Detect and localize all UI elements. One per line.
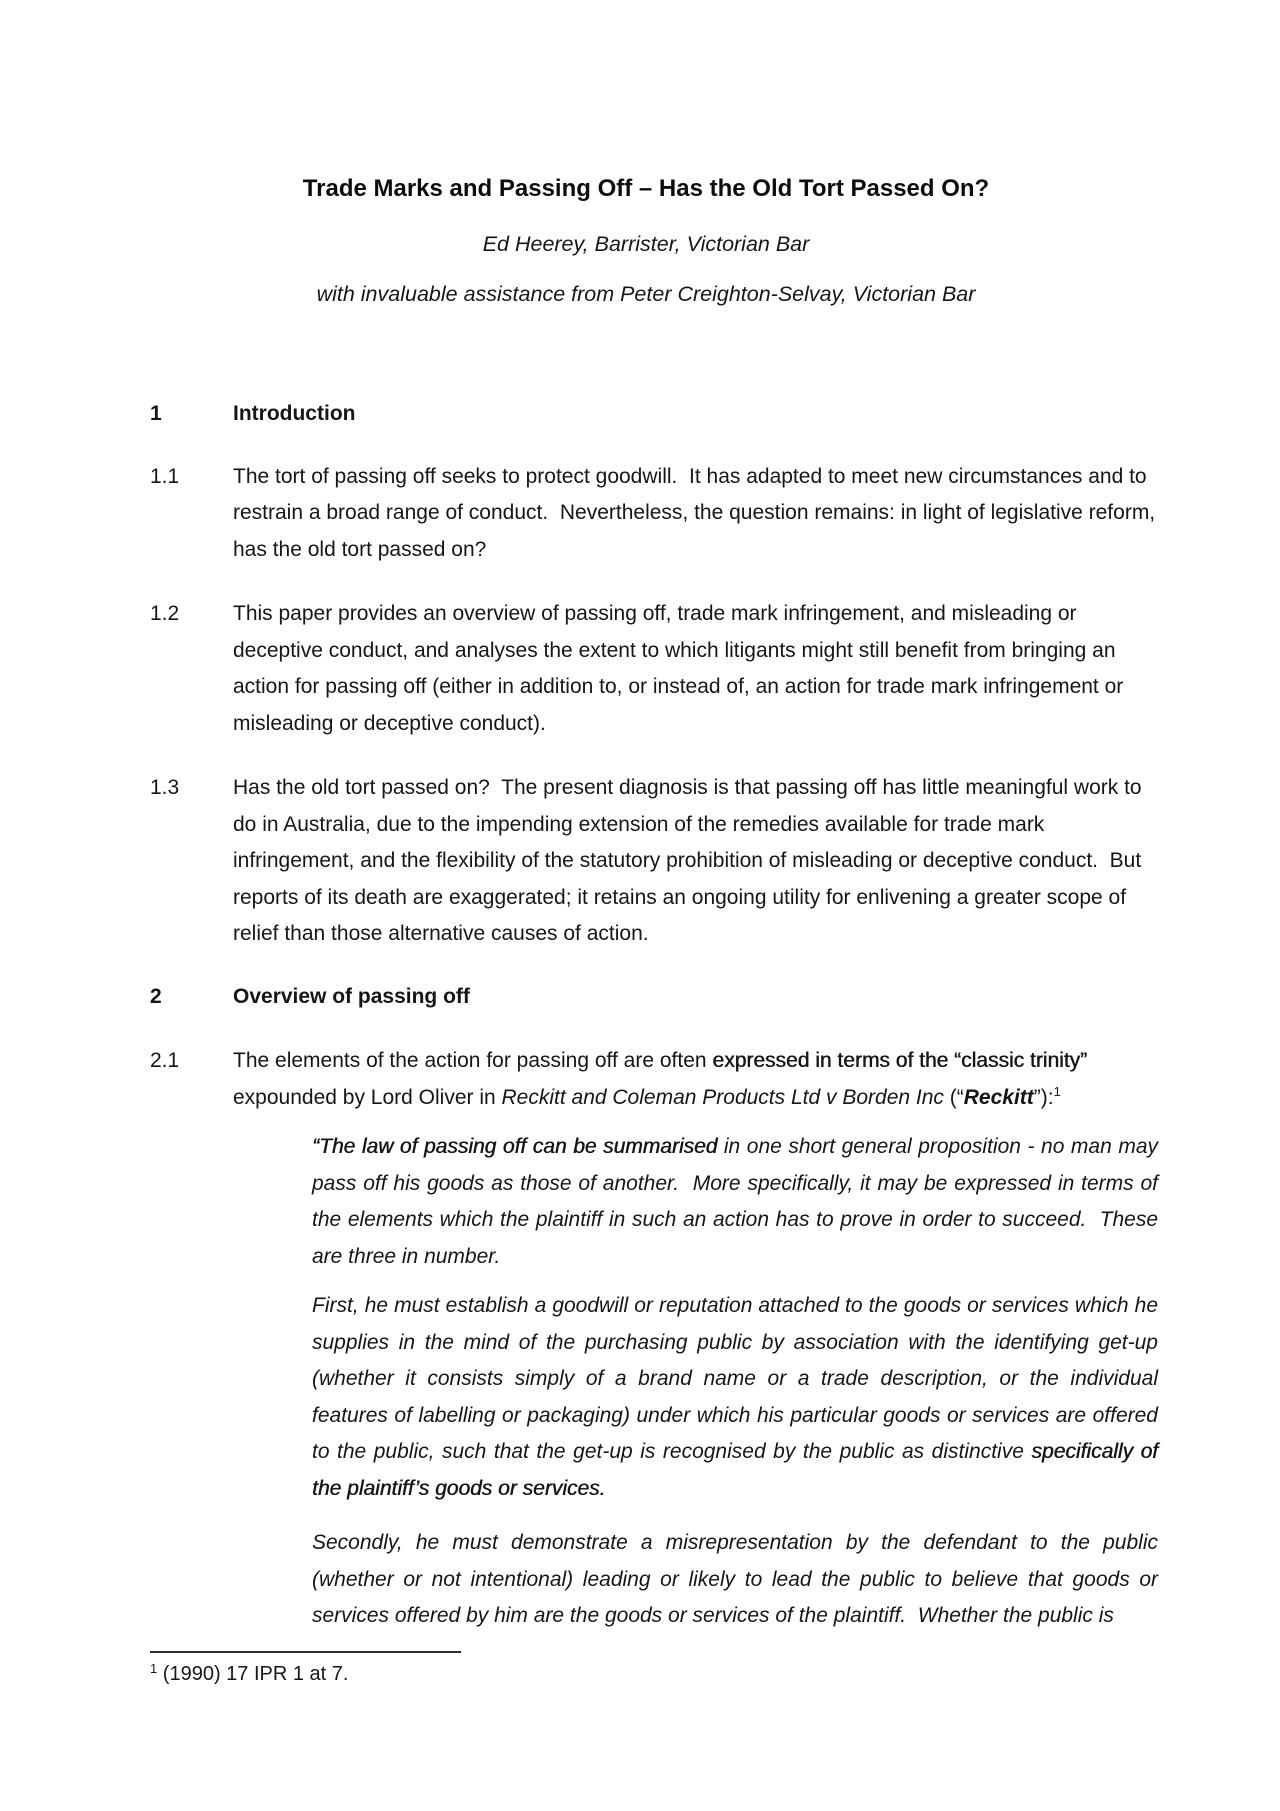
quote-paragraph-1-bold: “The law of passing off can be summarised: [312, 1135, 718, 1158]
paragraph-1-1-text: The tort of passing off seeks to protect goodwill. It has adapted to meet new circumstances and to restrain a broad range of conduct. Nevertheless, the question remains: in light of legislative reform, has the old tort passed on?: [233, 464, 1161, 561]
paragraph-1-3: [150, 770, 1158, 953]
author-line: Ed Heerey, Barrister, Victorian Bar: [482, 232, 810, 256]
doc-title: Trade Marks and Passing Off – Has the Old Tort Passed On?: [302, 175, 990, 202]
section-1-number: 1: [150, 402, 162, 425]
quote-paragraph-2: [312, 1288, 1164, 1507]
footnote-1: [150, 1659, 1158, 1689]
section-1-heading: Introduction: [233, 402, 356, 425]
quote-paragraph-3: Secondly, he must demonstrate a misrepresentation by the defendant to the public (whether or not intentional) leading or likely to lead the public to believe that goods or services offered by him are the goods or services of the plaintiff. Whether the public is: [312, 1531, 1164, 1627]
paragraph-2-1-emphasis: expressed in terms of the “classic trinity”: [712, 1049, 1088, 1072]
paragraph-2-1-open-paren: (“: [943, 1085, 964, 1109]
paragraph-1-2: [150, 596, 1158, 742]
case-name-short: Reckitt: [963, 1085, 1034, 1109]
footnote-area: [150, 1651, 1158, 1689]
paragraph-1-1-number: 1.1: [150, 464, 180, 488]
paragraph-1-1: [150, 459, 1161, 569]
section-2-heading-row: [150, 979, 1158, 1016]
paragraph-2-1: [150, 1043, 1158, 1116]
paragraph-2-1-close-paren: ”):: [1033, 1085, 1054, 1109]
footnote-1-text: (1990) 17 IPR 1 at 7.: [162, 1662, 349, 1685]
paragraph-2-1-number: 2.1: [150, 1049, 180, 1072]
section-2-heading: Overview of passing off: [233, 984, 470, 1008]
paragraph-2-1-lead: The elements of the action for passing off are often: [233, 1049, 713, 1072]
paragraph-2-1-mid: expounded by Lord Oliver in: [233, 1049, 1093, 1109]
quote-paragraph-2-bold: specifically of the plaintiff’s goods or services.: [312, 1440, 1164, 1500]
paragraph-1-2-text: This paper provides an overview of passing off, trade mark infringement, and misleading or deceptive conduct, and analyses the extent to which litigants might still benefit from bringing an action for passing off (either in addition to, or instead of, an action for trade mark infringement or misleading or deceptive conduct).: [233, 602, 1130, 735]
footnote-1-marker: 1: [150, 1660, 158, 1676]
assistance-line: with invaluable assistance from Peter Creighton-Selvay, Victorian Bar: [316, 282, 976, 306]
footnote-separator-rule: [150, 1651, 461, 1653]
reckitt-quote-block: [312, 1129, 1164, 1635]
section-2-number: 2: [150, 984, 162, 1008]
section-1-heading-row: [150, 396, 1158, 433]
paragraph-1-3-number: 1.3: [150, 776, 180, 799]
quote-paragraph-1: [312, 1129, 1164, 1275]
paragraph-2-1-text: [233, 1043, 1158, 1116]
case-name-full: Reckitt and Coleman Products Ltd v Borden Inc: [501, 1085, 944, 1109]
title-block: [150, 0, 1142, 312]
quote-paragraph-1-rest: in one short general proposition - no man may pass off his goods as those of another. More specifically, it may be expressed in terms of the elements which the plaintiff in such an action has to prove in order to succeed. These are three in number.: [312, 1135, 1164, 1268]
paragraph-1-3-text: Has the old tort passed on? The present diagnosis is that passing off has little meaningful work to do in Australia, due to the impending extension of the remedies available for trade mark infringement, and the flexibility of the statutory prohibition of misleading or deceptive conduct. But reports of its death are exaggerated; it retains an ongoing utility for enlivening a greater scope of relief than those alternative causes of action.: [233, 776, 1148, 945]
quote-paragraph-2-main: First, he must establish a goodwill or reputation attached to the goods or services which he supplies in the mind of the purchasing public by association with the identifying get-up (whether it consists simply of a brand name or a trade description, or the individual features of labelling or packaging) under which his particular goods or services are offered to the public, such that the get-up is recognised by the public as distinctive: [312, 1294, 1164, 1463]
paragraph-1-2-number: 1.2: [150, 602, 180, 625]
footnote-reference-1: 1: [1053, 1083, 1061, 1099]
